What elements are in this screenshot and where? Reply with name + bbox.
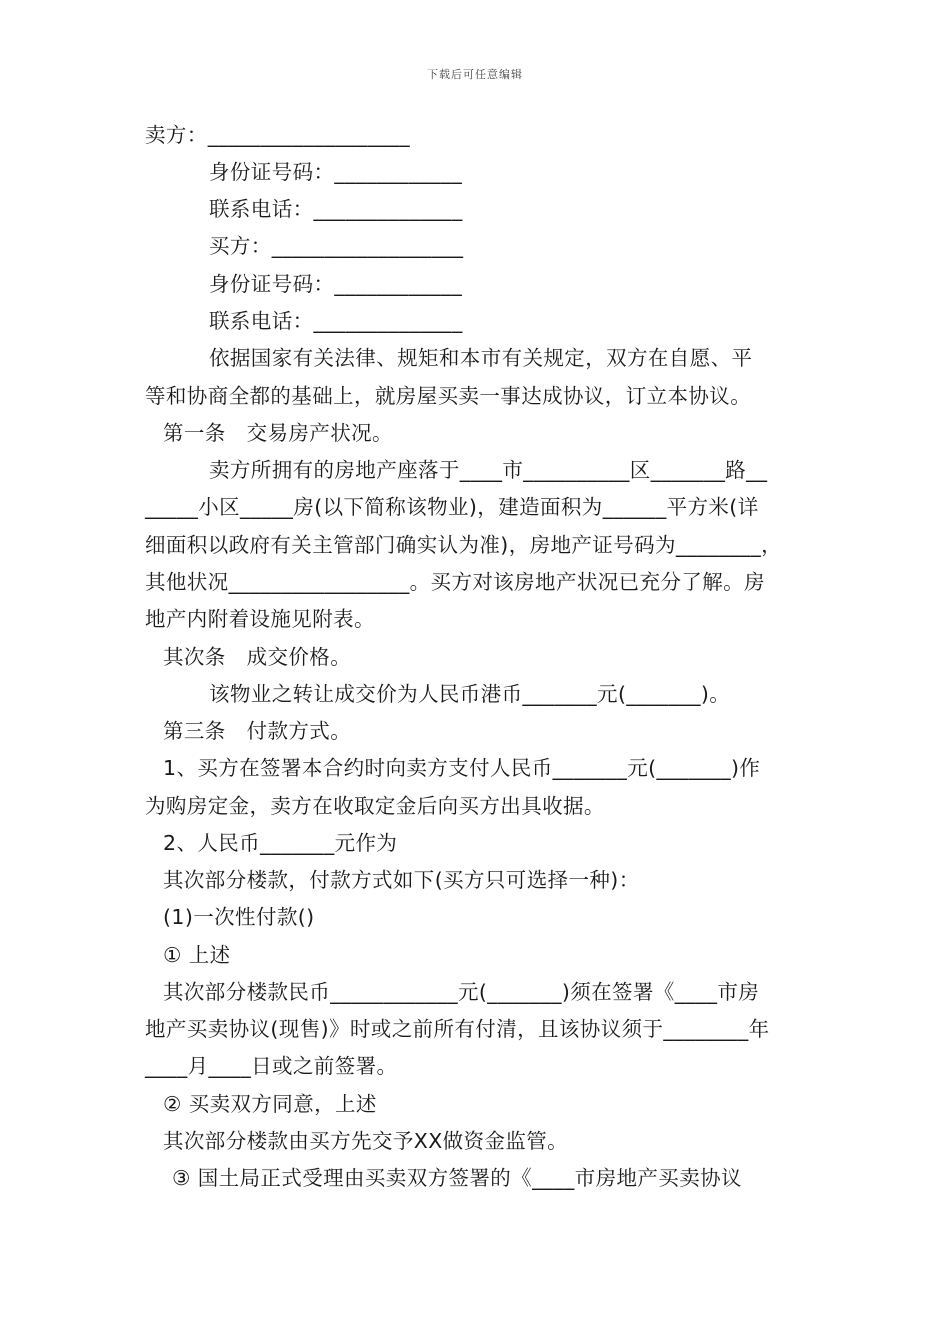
document-line: 依据国家有关法律、规矩和本市有关规定，双方在自愿、平 xyxy=(209,346,753,370)
document-line: 2、人民币_______元作为 xyxy=(163,831,398,855)
document-line: ① 上述 xyxy=(163,943,231,967)
document-line: 等和协商全都的基础上，就房屋买卖一事达成协议，订立本协议。 xyxy=(145,384,752,408)
document-line: 第一条 交易房产状况。 xyxy=(163,421,393,445)
document-line: 买方：__________________ xyxy=(209,234,464,258)
document-line: 其次部分楼款，付款方式如下(买方只可选择一种)： xyxy=(163,868,640,892)
document-line: 卖方：___________________ xyxy=(145,123,411,147)
document-line: 地产内附着设施见附表。 xyxy=(145,607,375,631)
document-line: ____月____日或之前签署。 xyxy=(145,1054,398,1078)
document-line: 细面积以政府有关主管部门确实认为准)，房地产证号码为________， xyxy=(145,533,782,557)
document-line: 其次部分楼款民币____________元(_______)须在签署《____市房 xyxy=(163,980,760,1004)
document-line: 其次条 成交价格。 xyxy=(163,645,352,669)
document-line: 第三条 付款方式。 xyxy=(163,719,352,743)
document-line: 联系电话：______________ xyxy=(209,309,463,333)
document-line: 其次部分楼款由买方先交予XX做资金监管。 xyxy=(163,1129,569,1153)
document-line: ② 买卖双方同意，上述 xyxy=(163,1092,377,1116)
document-line: 身份证号码：____________ xyxy=(209,272,463,296)
document-line: _____小区_____房(以下简称该物业)，建造面积为______平方米(详 xyxy=(145,495,759,519)
document-line: 该物业之转让成交价为人民币港币_______元(_______)。 xyxy=(209,682,731,706)
document-line: ③ 国土局正式受理由买卖双方签署的《____市房地产买卖协议 xyxy=(172,1166,742,1190)
document-line: 地产买卖协议(现售)》时或之前所有付清，且该协议须于________年 xyxy=(145,1017,770,1041)
document-line: 其他状况_________________。买方对该房地产状况已充分了解。房 xyxy=(145,570,765,594)
document-line: 身份证号码：____________ xyxy=(209,160,463,184)
document-line: 1、买方在签署本合约时向卖方支付人民币_______元(_______)作 xyxy=(163,756,761,780)
document-line: 为购房定金，卖方在收取定金后向买方出具收据。 xyxy=(145,794,605,818)
document-line: 联系电话：______________ xyxy=(209,197,463,221)
document-line: 卖方所拥有的房地产座落于____市__________区_______路__ xyxy=(209,458,768,482)
document-line: (1)一次性付款() xyxy=(163,905,315,929)
page-header-note: 下载后可任意编辑 xyxy=(427,68,523,81)
